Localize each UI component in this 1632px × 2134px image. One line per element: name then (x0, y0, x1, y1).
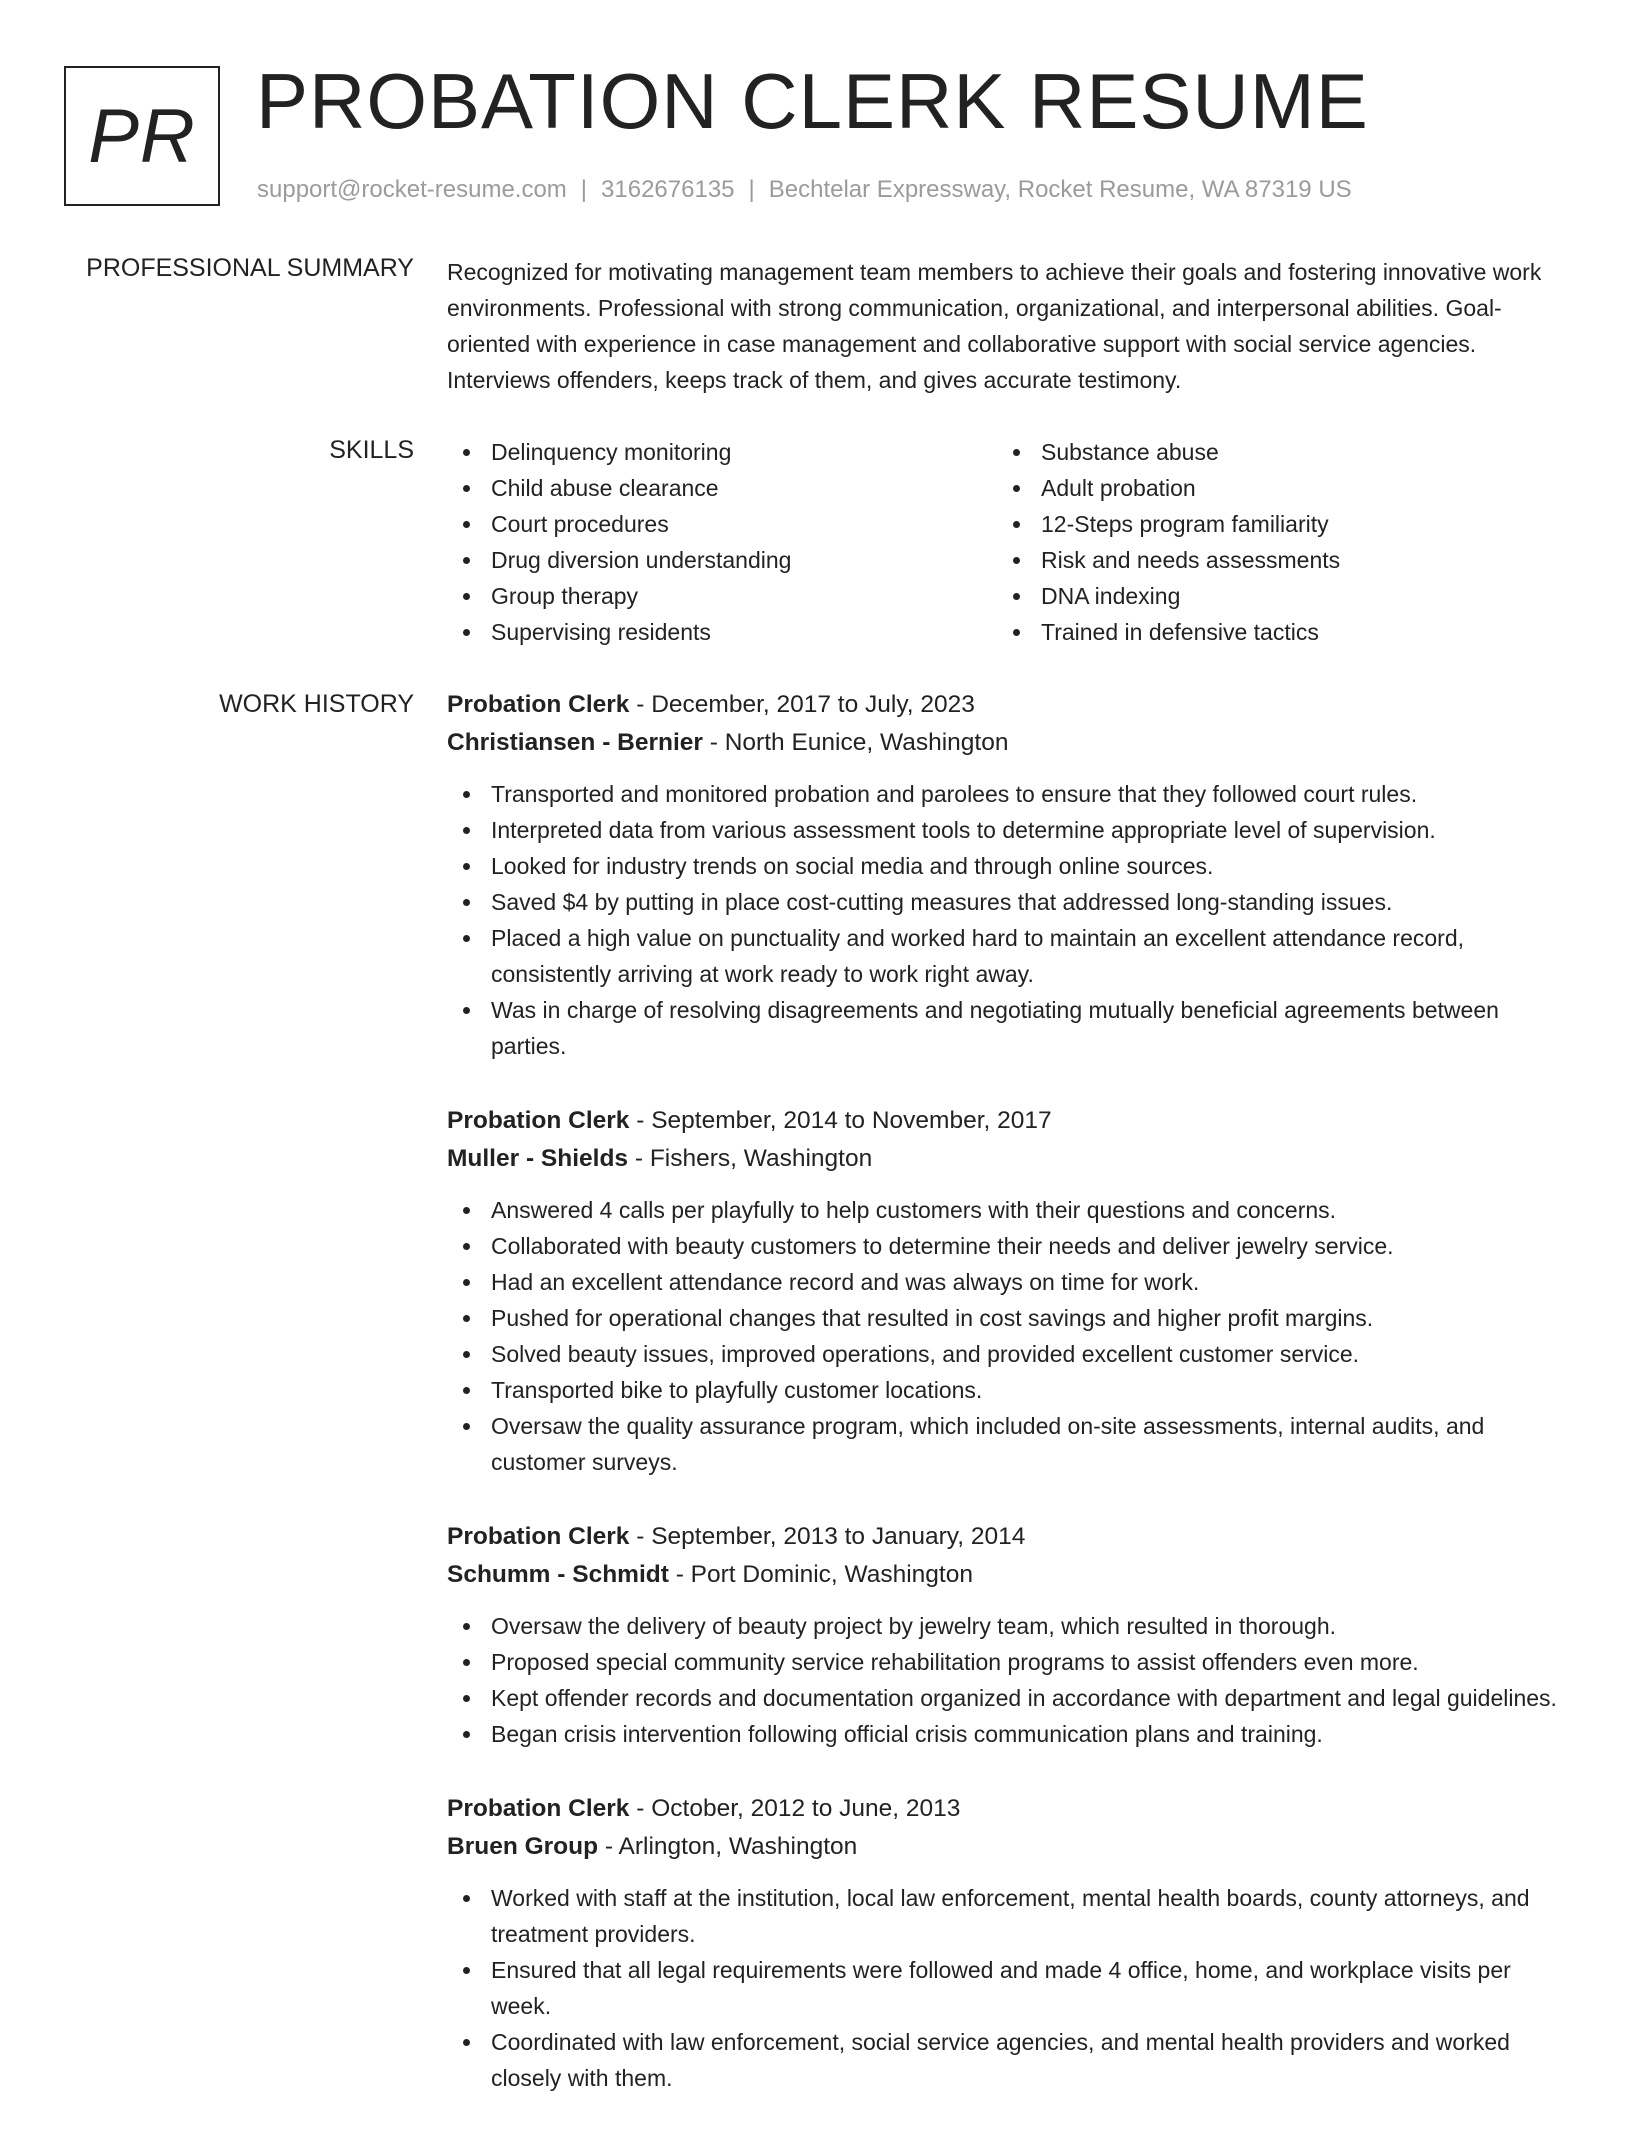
section-label-work-history: WORK HISTORY (219, 690, 414, 718)
job-entry (447, 1518, 1567, 1752)
job-entry (447, 1790, 1567, 2096)
skill-item: Child abuse clearance (447, 470, 997, 506)
skill-item: Trained in defensive tactics (997, 614, 1547, 650)
job-bullet: Ensured that all legal requirements were followed and made 4 office, home, and workplace visits per week. (447, 1952, 1567, 2024)
skill-item: Adult probation (997, 470, 1547, 506)
job-bullet: Began crisis intervention following official crisis communication plans and training. (447, 1716, 1567, 1752)
monogram-initials: PR (88, 93, 196, 179)
job-dates: - October, 2012 to June, 2013 (629, 1795, 961, 1822)
job-bullet-list (447, 1608, 1567, 1752)
skill-item: Substance abuse (997, 434, 1547, 470)
job-company-line (447, 1556, 1567, 1594)
job-bullet-list (447, 1880, 1567, 2096)
job-company: Bruen Group (447, 1833, 599, 1860)
skill-item: Supervising residents (447, 614, 997, 650)
section-label-summary: PROFESSIONAL SUMMARY (86, 254, 414, 282)
job-bullet: Looked for industry trends on social media and through online sources. (447, 848, 1567, 884)
job-bullet-list (447, 776, 1567, 1064)
job-location: - Fishers, Washington (628, 1145, 873, 1172)
job-title-line (447, 1518, 1567, 1556)
job-title: Probation Clerk (447, 1795, 630, 1822)
job-bullet: Placed a high value on punctuality and worked hard to maintain an excellent attendance record, consistently arriving at work ready to work right away. (447, 920, 1567, 992)
job-title-line (447, 1102, 1567, 1140)
job-dates: - September, 2013 to January, 2014 (629, 1523, 1026, 1550)
job-company-line (447, 1140, 1567, 1178)
job-entry (447, 686, 1567, 1064)
job-bullet: Proposed special community service rehabilitation programs to assist offenders even more. (447, 1644, 1567, 1680)
skill-item: Court procedures (447, 506, 997, 542)
skill-item: Delinquency monitoring (447, 434, 997, 470)
job-bullet: Transported and monitored probation and parolees to ensure that they followed court rules. (447, 776, 1567, 812)
job-title: Probation Clerk (447, 1523, 630, 1550)
job-bullet: Had an excellent attendance record and was always on time for work. (447, 1264, 1567, 1300)
job-title-line (447, 1790, 1567, 1828)
job-bullet: Collaborated with beauty customers to determine their needs and deliver jewelry service. (447, 1228, 1567, 1264)
contact-phone: 3162676135 (601, 176, 735, 203)
job-location: - North Eunice, Washington (702, 729, 1009, 756)
job-bullet: Oversaw the delivery of beauty project by jewelry team, which resulted in thorough. (447, 1608, 1567, 1644)
job-bullet: Oversaw the quality assurance program, which included on-site assessments, internal audits, and customer surveys. (447, 1408, 1567, 1480)
contact-email: support@rocket-resume.com (257, 176, 567, 203)
resume-title: PROBATION CLERK RESUME (256, 57, 1369, 145)
job-bullet: Pushed for operational changes that resulted in cost savings and higher profit margins. (447, 1300, 1567, 1336)
contact-separator: | (748, 176, 755, 203)
work-history-section (447, 686, 1567, 2134)
summary-section (447, 254, 1567, 398)
monogram-box (64, 66, 220, 206)
job-company-line (447, 724, 1567, 762)
job-bullet: Saved $4 by putting in place cost-cutting measures that addressed long-standing issues. (447, 884, 1567, 920)
job-bullet: Solved beauty issues, improved operations, and provided excellent customer service. (447, 1336, 1567, 1372)
job-company: Schumm - Schmidt (447, 1561, 669, 1588)
job-title: Probation Clerk (447, 691, 630, 718)
skill-item: DNA indexing (997, 578, 1547, 614)
skill-item: Group therapy (447, 578, 997, 614)
skill-item: Risk and needs assessments (997, 542, 1547, 578)
section-label-skills: SKILLS (329, 436, 414, 464)
skill-item: 12-Steps program familiarity (997, 506, 1547, 542)
job-bullet: Answered 4 calls per playfully to help customers with their questions and concerns. (447, 1192, 1567, 1228)
job-title: Probation Clerk (447, 1107, 630, 1134)
job-dates: - December, 2017 to July, 2023 (629, 691, 975, 718)
job-bullet: Coordinated with law enforcement, social service agencies, and mental health providers and worked closely with them. (447, 2024, 1567, 2096)
job-entry (447, 1102, 1567, 1480)
job-dates: - September, 2014 to November, 2017 (629, 1107, 1052, 1134)
skills-section (447, 434, 1567, 650)
job-title-line (447, 686, 1567, 724)
job-bullet: Worked with staff at the institution, local law enforcement, mental health boards, county attorneys, and treatment providers. (447, 1880, 1567, 1952)
contact-address: Bechtelar Expressway, Rocket Resume, WA 87319 US (768, 176, 1352, 203)
summary-text: Recognized for motivating management team members to achieve their goals and fostering innovative work environments. Professional with strong communication, organizational, and interpersonal abilities. Goal-oriented with experience in case management and collaborative support with social service agencies. Interviews offenders, keeps track of them, and gives accurate testimony. (447, 259, 1542, 393)
job-bullet: Transported bike to playfully customer locations. (447, 1372, 1567, 1408)
skill-item: Drug diversion understanding (447, 542, 997, 578)
contact-separator: | (580, 176, 588, 203)
job-bullet: Was in charge of resolving disagreements and negotiating mutually beneficial agreements between parties. (447, 992, 1567, 1064)
job-company: Muller - Shields (447, 1145, 629, 1172)
skills-list-right (997, 434, 1547, 650)
job-bullet: Kept offender records and documentation organized in accordance with department and legal guidelines. (447, 1680, 1567, 1716)
job-location: - Port Dominic, Washington (668, 1561, 973, 1588)
job-bullet-list (447, 1192, 1567, 1480)
skills-list-left (447, 434, 997, 650)
job-bullet: Interpreted data from various assessment tools to determine appropriate level of supervision. (447, 812, 1567, 848)
contact-line (257, 174, 1352, 206)
job-location: - Arlington, Washington (598, 1833, 858, 1860)
job-company: Christiansen - Bernier (447, 729, 703, 756)
job-company-line (447, 1828, 1567, 1866)
